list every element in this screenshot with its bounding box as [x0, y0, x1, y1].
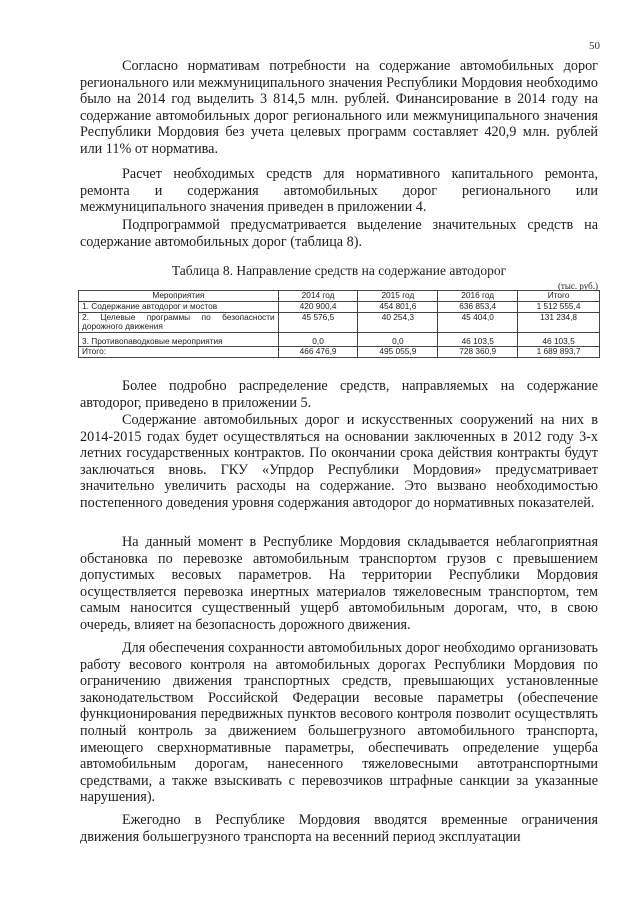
table-units: (тыс. руб.): [557, 281, 598, 291]
table-row: [79, 332, 600, 347]
table-row: [79, 312, 600, 332]
budget-table: [78, 290, 600, 358]
cell-total: 131 234,8: [518, 312, 600, 332]
cell-total: 46 103,5: [518, 332, 600, 347]
header-2014: 2014 год: [278, 291, 358, 302]
paragraph-seasonal-restrictions: Ежегодно в Республике Мордовия вводятся временные ограничения движения большегрузного транспорта на весенний период эксплуатации: [80, 812, 598, 845]
cell-2014: 466 476,9: [278, 347, 358, 358]
header-2016: 2016 год: [438, 291, 518, 302]
table-row: [79, 347, 600, 358]
cell-2014: 420 900,4: [278, 302, 358, 313]
cell-2015: 454 801,6: [358, 302, 438, 313]
cell-2015: 40 254,3: [358, 312, 438, 332]
header-measures: Мероприятия: [79, 291, 279, 302]
cell-2015: 495 055,9: [358, 347, 438, 358]
paragraph-contracts: Содержание автомобильных дорог и искусственных сооружений на них в 2014-2015 годах будет осуществляться на основании заключенных в 2012 году 3-х летних государственных контрактов. По окончании срока действия контракты будут заключаться вновь. ГКУ «Упрдор Республики Мордовия» предусматривает значительно увеличить расходы на содержание. Это вызвано необходимостью постепенного доведения уровня содержания автодорог до нормативных показателей.: [80, 412, 598, 511]
cell-2016: 636 853,4: [438, 302, 518, 313]
paragraph-heavy-transport: На данный момент в Республике Мордовия складывается неблагоприятная обстановка по перевозке автомобильным транспортом грузов с превышением допустимых весовых параметров. На территории Республики Мордовия осуществляется перевозка инертных материалов тяжеловесным транспортом, тем самым наносится существенный ущерб автомобильным дорогам, что, в свою очередь, влияет на безопасность дорожного движения.: [80, 534, 598, 633]
table-caption: Таблица 8. Направление средств на содержание автодорог: [171, 263, 507, 278]
row-label: 3. Противопаводковые мероприятия: [79, 332, 279, 347]
page-number: 50: [589, 40, 600, 52]
cell-total: 1 689 893,7: [518, 347, 600, 358]
cell-2014: 45 576,5: [278, 312, 358, 332]
cell-2016: 728 360,9: [438, 347, 518, 358]
cell-2016: 45 404,0: [438, 312, 518, 332]
cell-2014: 0,0: [278, 332, 358, 347]
paragraph-calculation-appendix: Расчет необходимых средств для нормативного капитального ремонта, ремонта и содержания автомобильных дорог регионального или межмуниципального значения приведен в приложении 4.: [80, 166, 598, 216]
row-label: Итого:: [79, 347, 279, 358]
cell-2016: 46 103,5: [438, 332, 518, 347]
cell-total: 1 512 555,4: [518, 302, 600, 313]
header-total: Итого: [518, 291, 600, 302]
row-label: 2. Целевые программы по безопасности дорожного движения: [79, 312, 279, 332]
paragraph-subprogram: Подпрограммой предусматривается выделение значительных средств на содержание автомобильных дорог (таблица 8).: [80, 217, 598, 250]
paragraph-appendix-5: Более подробно распределение средств, направляемых на содержание автодорог, приведено в приложении 5.: [80, 378, 598, 411]
table-row: [79, 302, 600, 313]
table-header-row: [79, 291, 600, 302]
row-label: 1. Содержание автодорог и мостов: [79, 302, 279, 313]
paragraph-normative-funding: Согласно нормативам потребности на содержание автомобильных дорог регионального или межмуниципального значения Республики Мордовия необходимо было на 2014 год выделить 3 814,5 млн. рублей. Финансирование в 2014 году на содержание автомобильных дорог регионального или межмуниципального значения Республики Мордовия без учета целевых программ составляет 420,9 млн. рублей или 11% от норматива.: [80, 58, 598, 157]
header-2015: 2015 год: [358, 291, 438, 302]
cell-2015: 0,0: [358, 332, 438, 347]
paragraph-weight-control: Для обеспечения сохранности автомобильных дорог необходимо организовать работу весового контроля на автомобильных дорогах Республики Мордовия по ограничению движения транспортных средств, превышающих установленные законодательством Российской Федерации весовые параметры (обеспечение функционирования передвижных пунктов весового контроля позволит осуществлять полный контроль за движением большегрузного автомобильного транспорта, имеющего сверхнормативные параметры, обеспечивать определение ущерба автомобильным дорогам, нанесенного тяжеловесными автотранспортными средствами, а также взыскивать с перевозчиков штрафные санкции за указанные нарушения).: [80, 640, 599, 806]
